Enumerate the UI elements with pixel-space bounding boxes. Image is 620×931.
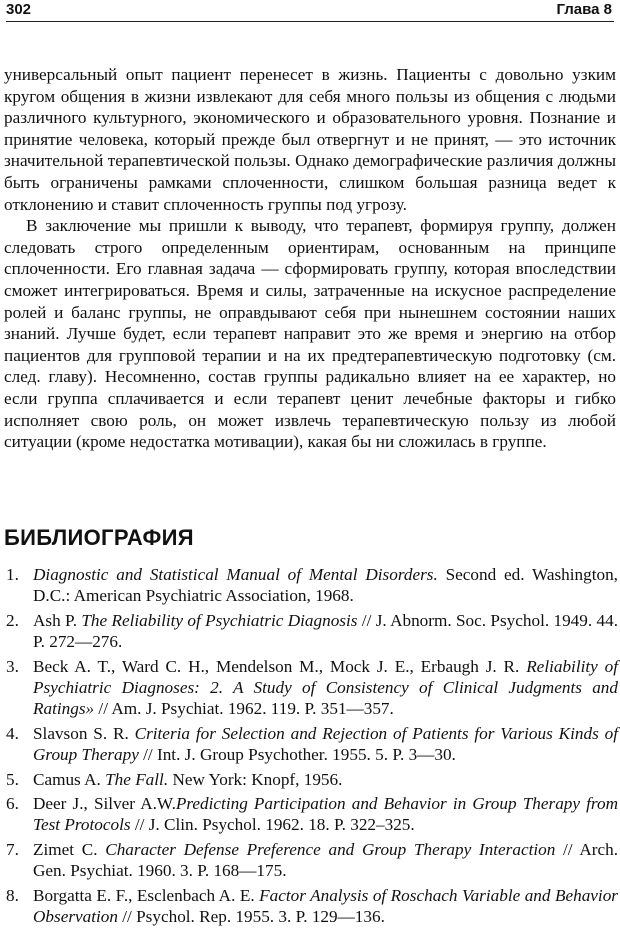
reference-source: // J. Abnorm. Soc. Psychol. 1949. 44. P. 272—276. xyxy=(33,610,618,652)
reference-item xyxy=(4,793,618,836)
reference-authors: Deer J., Silver A.W. xyxy=(33,794,176,814)
reference-title: Reliability of Psychiatric Diagnoses: 2. A Study of Consistency of Clinical Judgments and Ratings» xyxy=(33,656,619,719)
reference-number: 8. xyxy=(6,885,19,905)
paragraph: универсальный опыт пациент перенесет в жизнь. Пациенты с довольно узким кругом общения в жизни извлекают для себя много пользы из общения с людьми различного культурного, экономического и образовательного уровня. Познание и принятие человека, который прежде был отвергнут и не принят, — это источник значительной терапевтической пользы. Однако демографические различия должны быть ограничены рамками сплоченности, слишком большая разница ведет к отклонению и ставит сплоченность группы под угрозу. xyxy=(4,65,616,214)
reference-item xyxy=(4,723,618,766)
paragraph: В заключение мы пришли к выводу, что терапевт, формируя группу, должен следовать строго определенным ориентирам, основанным на принципе сплоченности. Его главная задача — сформировать группу, которая впоследствии сможет интегрироваться. Время и силы, затраченные на искусное распределение ролей и баланс группы, не оправдывают себя при нынешнем состоянии наших знаний. Лучше будет, если терапевт направит это же время и энергию на отбор пациентов для групповой терапии и на их предтерапевтическую подготовку (см. след. главу). Несомненно, состав группы радикально влияет на ее характер, но если группа сплачивается и если терапевт ценит лечебные факторы и гибко исполняет свою роль, он может извлечь терапевтическую пользу из любой ситуации (кроме недостатка мотивации), какая бы ни сложилась в группе. xyxy=(4,216,616,452)
reference-source: // Arch. Gen. Psychiat. 1960. 3. P. 168—175. xyxy=(33,839,618,881)
reference-source: New York: Knopf, 1956. xyxy=(168,769,343,789)
reference-source: // Psychol. Rep. 1955. 3. P. 129—136. xyxy=(117,907,385,927)
bibliography-list xyxy=(4,564,618,931)
body-text xyxy=(4,64,616,453)
reference-item xyxy=(4,839,618,882)
reference-number: 5. xyxy=(6,769,19,789)
running-header xyxy=(6,0,614,24)
reference-authors: Zimet C. xyxy=(33,839,106,859)
reference-source: // J. Clin. Psychol. 1962. 18. P. 322–325. xyxy=(130,815,415,835)
reference-number: 4. xyxy=(6,723,19,743)
reference-title: Criteria for Selection and Rejection of Patients for Various Kinds of Group Therapy xyxy=(33,723,618,765)
reference-number: 3. xyxy=(6,656,19,676)
reference-authors: Slavson S. R. xyxy=(33,723,135,743)
reference-item xyxy=(4,656,618,720)
reference-title: Factor Analysis of Roschach Variable and Behavior Observation xyxy=(33,885,618,927)
reference-title: The Reliability of Psychiatric Diagnosis xyxy=(81,610,358,630)
reference-title: Character Defense Preference and Group Therapy Interaction xyxy=(105,839,556,859)
reference-authors: Borgatta E. F., Esclenbach A. E. xyxy=(33,885,260,905)
page-number: 302 xyxy=(6,1,32,18)
reference-title: Predicting Participation and Behavior in Group Therapy from Test Protocols xyxy=(33,794,618,835)
reference-item xyxy=(4,769,618,790)
reference-title: Diagnostic and Statistical Manual of Mental Disorders. xyxy=(33,565,438,584)
reference-authors: Beck A. T., Ward C. H., Mendelson M., Mock J. E., Erbaugh J. R. xyxy=(33,656,527,676)
reference-source: // Am. J. Psychiat. 1962. 119. P. 351—357. xyxy=(94,699,394,719)
reference-number: 7. xyxy=(6,839,19,859)
reference-authors: Camus A. xyxy=(33,769,106,789)
bibliography-heading: БИБЛИОГРАФИЯ xyxy=(4,525,194,550)
header-rule xyxy=(6,21,614,22)
reference-source: // Int. J. Group Psychother. 1955. 5. P. 3—30. xyxy=(138,745,456,765)
reference-number: 6. xyxy=(6,794,19,814)
reference-number: 1. xyxy=(6,565,19,584)
reference-title: The Fall. xyxy=(105,769,169,789)
reference-item xyxy=(4,564,618,607)
reference-source: Second ed. Washington, D.C.: American Psychiatric Association, 1968. xyxy=(33,565,618,606)
reference-number: 2. xyxy=(6,610,19,630)
chapter-title: Глава 8 xyxy=(556,1,612,18)
reference-item xyxy=(4,885,618,928)
reference-item xyxy=(4,610,618,653)
reference-authors: Ash P. xyxy=(33,610,82,630)
